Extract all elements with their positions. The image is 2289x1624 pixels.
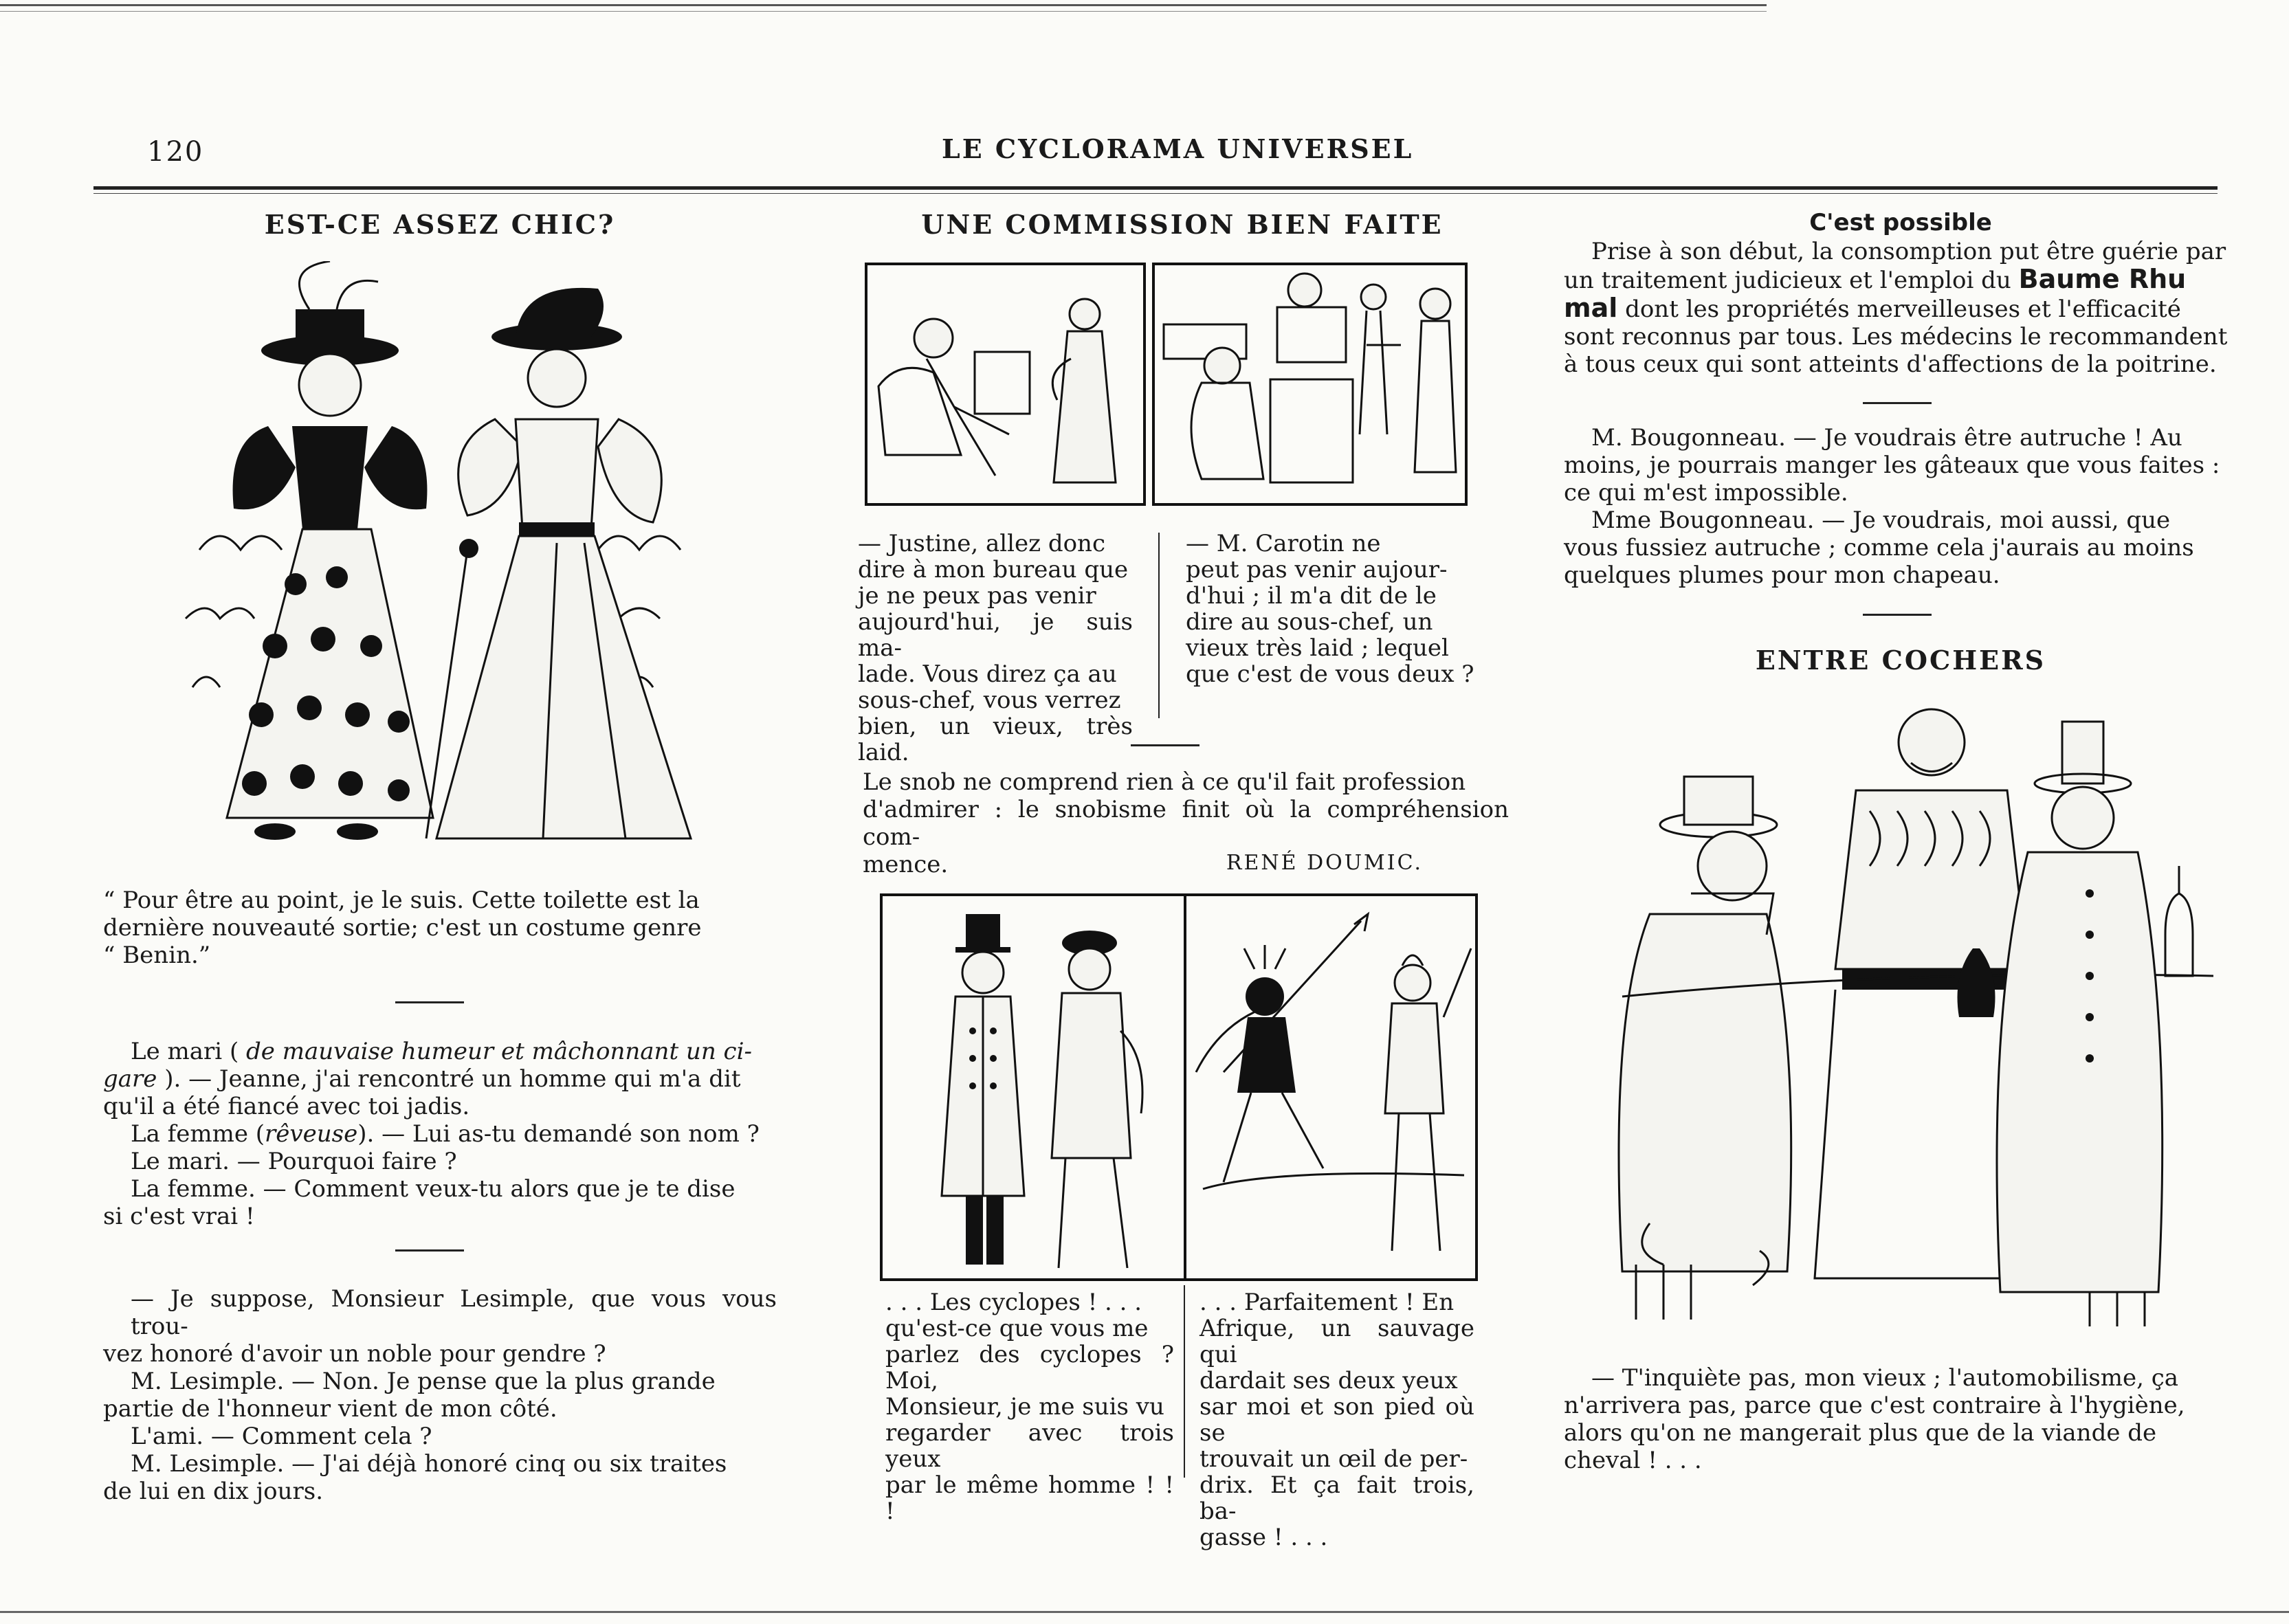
caption-line: n'arrivera pas, parce que c'est contraire à l'hygiène, [1564, 1392, 2185, 1419]
ad-line: à tous ceux qui sont atteints d'affections de la poitrine. [1564, 351, 2217, 378]
dialogue-line: M. Lesimple. — J'ai déjà honoré cinq ou six traites [131, 1450, 727, 1478]
running-title: LE CYCLORAMA UNIVERSEL [942, 133, 1414, 164]
dialogue-line: si c'est vrai ! [103, 1203, 255, 1230]
fashion-ladies-illustration [172, 261, 749, 866]
cyclopes-comic-strip [880, 893, 1478, 1285]
dialogue-line: partie de l'honneur vient de mon côté. [103, 1395, 557, 1423]
caption-line: alors qu'on ne mangerait plus que de la viande de [1564, 1419, 2157, 1447]
caption-line: aujourd'hui, je suis ma- [858, 608, 1133, 662]
brand-name: mal [1564, 293, 1618, 323]
quote-line: Le snob ne comprend rien à ce qu'il fait profession [863, 768, 1466, 796]
chic-caption-line: “ Pour être au point, je le suis. Cette toilette est la [103, 887, 700, 914]
dialogue-line: ce qui m'est impossible. [1564, 479, 1848, 507]
section-divider [1863, 614, 1932, 616]
heading-est-ce-assez-chic: EST-CE ASSEZ CHIC? [264, 209, 616, 240]
column-commission [852, 206, 1512, 240]
dialogue-line: Mme Bougonneau. — Je voudrais, moi aussi, que [1591, 507, 2171, 534]
caption-line: . . . Parfaitement ! En [1199, 1289, 1455, 1316]
ad-line [1564, 294, 2237, 323]
quote-line: d'admirer : le snobisme finit où la compréhension com- [863, 796, 1509, 851]
caption-line: que c'est de vous deux ? [1186, 660, 1474, 688]
cochers-caption [1564, 1364, 2241, 1474]
commission-comic-strip [865, 263, 1470, 510]
dialogue-line: M. Lesimple. — Non. Je pense que la plus grande [131, 1368, 716, 1395]
commission-caption-right [1186, 531, 1474, 687]
dialogue-line: L'ami. — Comment cela ? [131, 1423, 432, 1450]
dialogue-mari-femme [103, 1038, 777, 1230]
top-border-rule [0, 4, 1767, 6]
caption-line: — T'inquiète pas, mon vieux ; l'automobilisme, ça [1591, 1364, 2179, 1392]
caption-line: trouvait un œil de per- [1199, 1445, 1468, 1473]
chic-caption-line: dernière nouveauté sortie; c'est un costume genre [103, 914, 702, 942]
dialogue-line: La femme. — Comment veux-tu alors que je te dise [131, 1175, 736, 1203]
header-rule [93, 186, 2218, 190]
stage-direction: rêveuse [265, 1120, 358, 1148]
commission-caption-left [858, 531, 1133, 766]
ad-line [1564, 265, 2237, 294]
dialogue-line [103, 1065, 777, 1093]
coachmen-illustration [1608, 687, 2213, 1340]
ad-line: Prise à son début, la consomption put être guérie par [1591, 238, 2226, 265]
dialogue-line: moins, je pourrais manger les gâteaux que vous faites : [1564, 452, 2220, 479]
chic-caption [103, 887, 777, 969]
dialogue-line: quelques plumes pour mon chapeau. [1564, 561, 2000, 589]
caption-line: je ne peux pas venir [858, 582, 1096, 610]
column-est-ce-assez-chic [103, 206, 777, 240]
caption-line: dardait ses deux yeux [1199, 1367, 1458, 1394]
dialogue-line: — Je suppose, Monsieur Lesimple, que vous vous trou- [131, 1285, 777, 1340]
caption-line: sous-chef, vous verrez [858, 687, 1121, 714]
dialogue-line: M. Bougonneau. — Je voudrais être autruche ! Au [1591, 424, 2182, 452]
caption-line: — Justine, allez donc [858, 530, 1105, 557]
caption-line: gasse ! . . . [1199, 1524, 1328, 1551]
section-divider [395, 1001, 464, 1003]
caption-line: — M. Carotin ne [1186, 530, 1381, 557]
caption-separator [1184, 1285, 1185, 1478]
ad-text: dont les propriétés merveilleuses et l'efficacité [1617, 296, 2181, 323]
dialogue-line: vous fussiez autruche ; comme cela j'aurais au moins [1564, 534, 2194, 561]
cyclopes-caption-left [885, 1289, 1174, 1524]
header-rule-thin [93, 193, 2218, 194]
dialogue-text: Le mari ( [131, 1038, 247, 1065]
caption-line: vieux très laid ; lequel [1186, 634, 1449, 662]
ad-text: un traitement judicieux et l'emploi du [1564, 267, 2019, 294]
chic-caption-line: “ Benin.” [103, 942, 211, 969]
caption-line: . . . Les cyclopes ! . . . [885, 1289, 1142, 1316]
stage-direction: gare [103, 1065, 157, 1093]
dialogue-lesimple [103, 1285, 777, 1505]
caption-line: regarder avec trois yeux [885, 1419, 1174, 1473]
cyclopes-caption-right [1199, 1289, 1474, 1550]
quote-line: mence. [863, 851, 949, 878]
dialogue-text: La femme ( [131, 1120, 265, 1148]
caption-line: par le même homme ! ! ! [885, 1471, 1174, 1525]
dialogue-line [103, 1120, 777, 1148]
caption-line: dire au sous-chef, un [1186, 608, 1433, 636]
caption-line: Monsieur, je me suis vu [885, 1393, 1164, 1421]
stage-direction: de mauvaise humeur et mâchonnant un ci- [246, 1038, 752, 1065]
caption-line: Afrique, un sauvage qui [1199, 1315, 1474, 1368]
quote-signature: RENÉ DOUMIC. [1226, 851, 1423, 875]
caption-line: qu'est-ce que vous me [885, 1315, 1149, 1342]
caption-line: lade. Vous direz ça au [858, 660, 1117, 688]
caption-line: sar moi et son pied où se [1199, 1393, 1474, 1447]
section-divider [1863, 402, 1932, 404]
brand-name: Baume Rhu [2018, 264, 2187, 294]
column-c-est-possible [1560, 206, 2241, 236]
heading-une-commission-bien-faite: UNE COMMISSION BIEN FAITE [921, 209, 1444, 240]
page-number: 120 [147, 136, 204, 168]
dialogue-text: ). — Jeanne, j'ai rencontré un homme qui m'a dit [157, 1065, 741, 1093]
caption-line: d'hui ; il m'a dit de le [1186, 582, 1437, 610]
dialogue-line: de lui en dix jours. [103, 1478, 324, 1505]
caption-line: dire à mon bureau que [858, 556, 1129, 583]
section-divider [1131, 744, 1199, 746]
caption-line: bien, un vieux, très laid. [858, 713, 1133, 766]
section-divider [395, 1249, 464, 1252]
heading-entre-cochers: ENTRE COCHERS [1755, 645, 2046, 676]
bottom-border-rule [0, 1611, 2289, 1613]
caption-line: drix. Et ça fait trois, ba- [1199, 1471, 1474, 1525]
caption-line: peut pas venir aujour- [1186, 556, 1448, 583]
caption-line: cheval ! . . . [1564, 1447, 1702, 1474]
dialogue-text: ). — Lui as-tu demandé son nom ? [357, 1120, 760, 1148]
dialogue-line: Le mari. — Pourquoi faire ? [131, 1148, 457, 1175]
caption-line: parlez des cyclopes ? Moi, [885, 1341, 1174, 1394]
heading-c-est-possible: C'est possible [1809, 209, 1992, 236]
top-border-rule-thin [0, 11, 1767, 12]
ad-line: sont reconnus par tous. Les médecins le recommandent [1564, 323, 2228, 351]
dialogue-line: qu'il a été fiancé avec toi jadis. [103, 1093, 470, 1120]
baume-rhumal-ad [1564, 238, 2237, 378]
dialogue-line: vez honoré d'avoir un noble pour gendre ? [103, 1340, 606, 1368]
bougonneau-dialogue [1564, 424, 2237, 589]
caption-separator [1158, 533, 1160, 718]
dialogue-line [103, 1038, 777, 1065]
